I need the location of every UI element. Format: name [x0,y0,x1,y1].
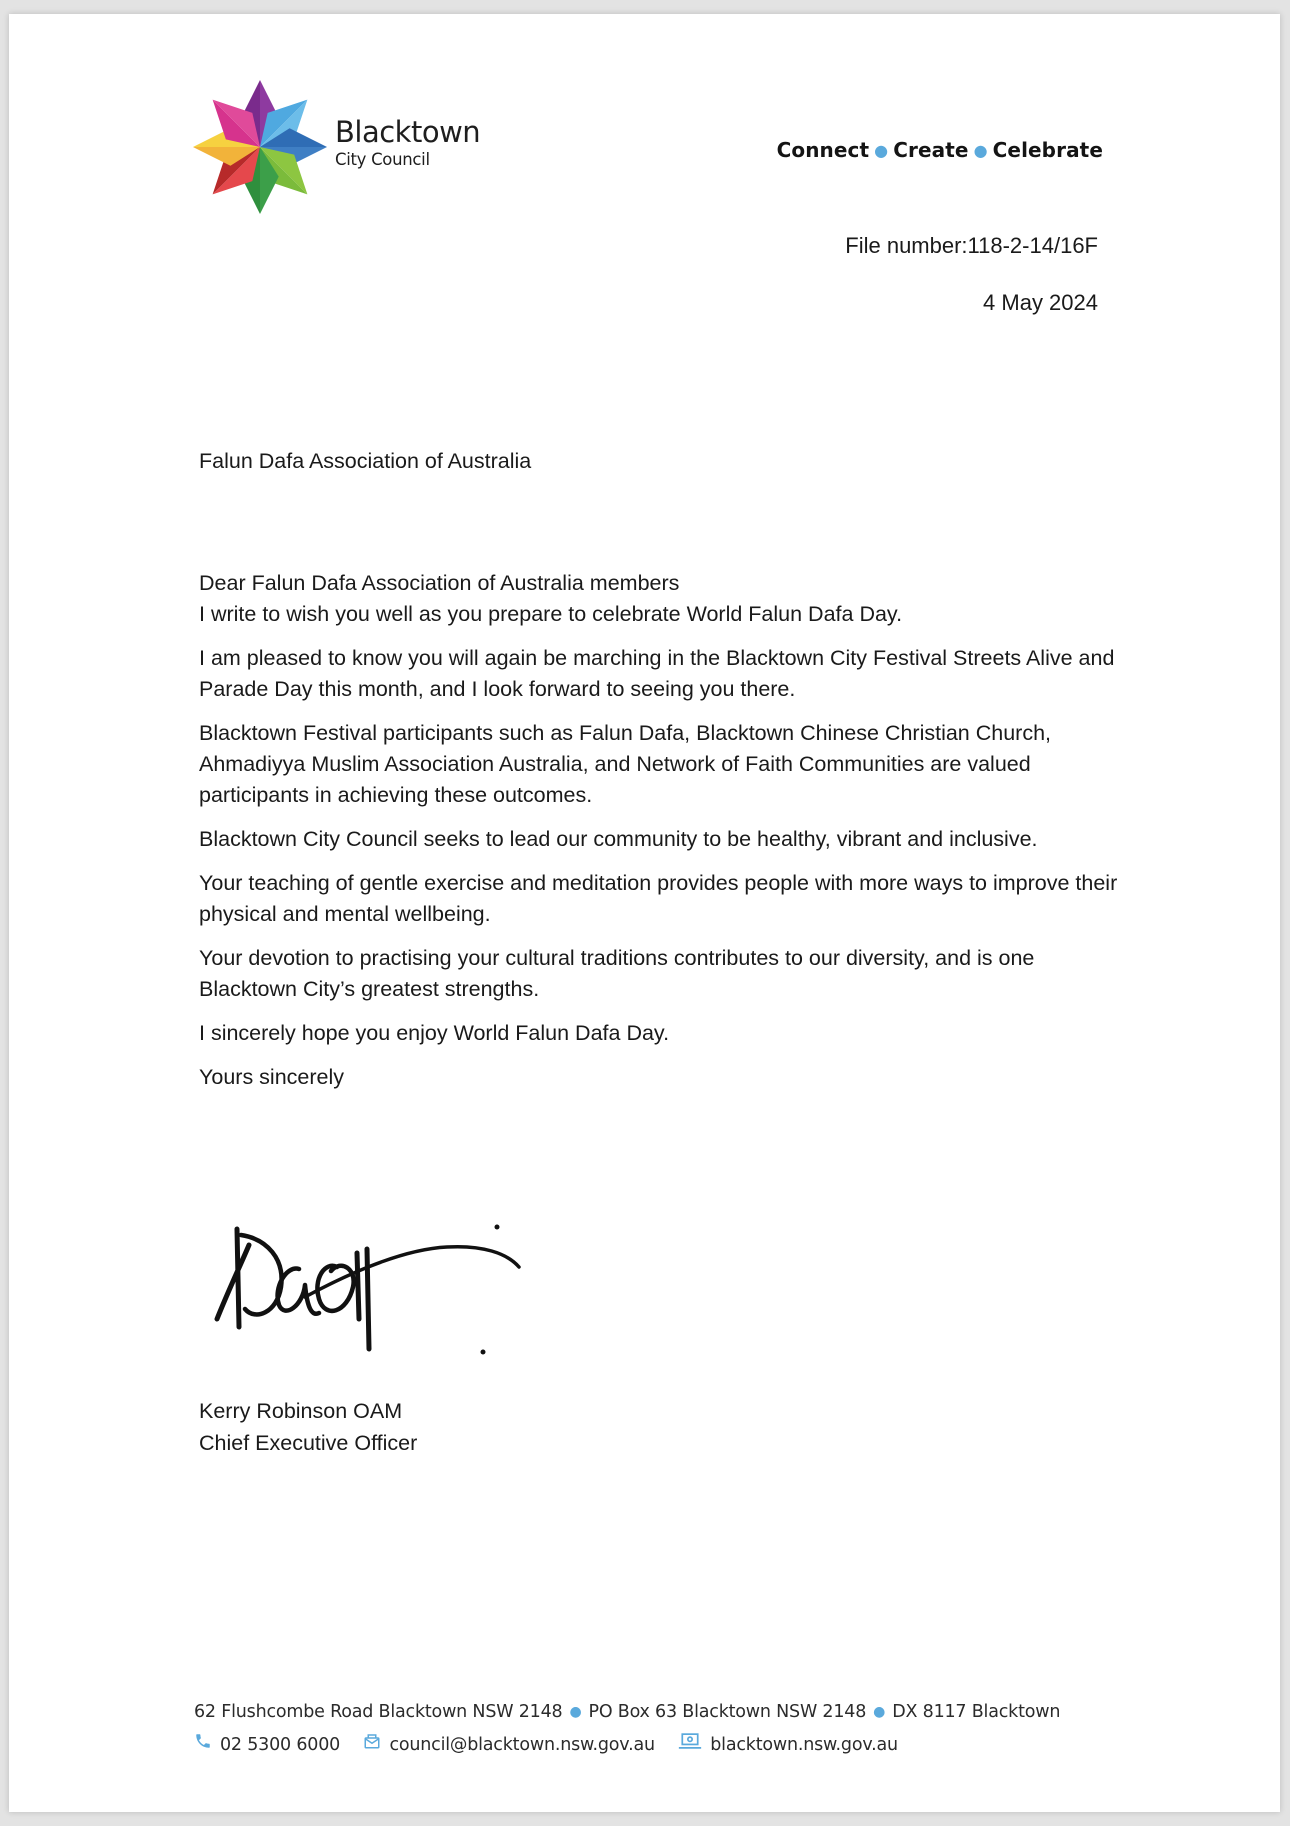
tagline-celebrate: Celebrate [992,138,1103,162]
paragraph: I sincerely hope you enjoy World Falun Dafa Day. [199,1021,670,1045]
website-link[interactable]: blacktown.nsw.gov.au [710,1735,898,1755]
phone-number[interactable]: 02 5300 6000 [220,1735,341,1755]
logo-name: Blacktown [335,115,481,149]
footer-contact-line [194,1732,916,1755]
file-number: File number:118-2-14/16F [845,233,1098,258]
street-address: 62 Flushcombe Road Blacktown NSW 2148 [194,1702,563,1722]
salutation: Dear Falun Dafa Association of Australia members [199,571,680,595]
paragraph: I write to wish you well as you prepare to celebrate World Falun Dafa Day. [199,602,903,626]
bullet-dot: ● [873,1704,886,1720]
tagline-connect: Connect [776,138,870,162]
paragraph: Blacktown City Council seeks to lead our community to be healthy, vibrant and inclusive. [199,827,1038,851]
letter-date: 4 May 2024 [983,290,1098,315]
council-logo-star [191,78,329,216]
laptop-icon [678,1732,702,1755]
bullet-dot: ● [973,141,988,160]
signer-name: Kerry Robinson OAM [199,1399,403,1423]
email-link[interactable]: council@blacktown.nsw.gov.au [389,1735,655,1755]
letter-page [9,14,1280,1812]
logo-subtitle: City Council [335,150,430,169]
recipient: Falun Dafa Association of Australia [199,449,532,473]
footer-address-line [194,1702,1060,1722]
po-box: PO Box 63 Blacktown NSW 2148 [588,1702,867,1722]
tagline [777,138,1103,162]
paragraph: Your devotion to practising your cultural traditions contributes to our diversity, and is one Blacktown City’s greatest strengths. [199,946,1035,1001]
dx-address: DX 8117 Blacktown [892,1702,1061,1722]
phone-icon [194,1732,212,1755]
signer-title: Chief Executive Officer [199,1431,418,1455]
paragraph: Blacktown Festival participants such as Falun Dafa, Blacktown Chinese Christian Church, Ahmadiyya Muslim Association Australia, and Network of Faith Communities are valued participants in achieving these outcomes. [199,721,1052,807]
paragraph: Your teaching of gentle exercise and meditation provides people with more ways to improve their physical and mental wellbeing. [199,871,1118,926]
tagline-create: Create [893,138,969,162]
handwritten-signature [207,1209,527,1369]
bullet-dot: ● [874,141,889,160]
letter-body [199,568,1129,1106]
paragraph: I am pleased to know you will again be marching in the Blacktown City Festival Streets Alive and Parade Day this month, and I look forward to seeing you there. [199,646,1115,701]
signer-block [199,1395,417,1459]
closing: Yours sincerely [199,1065,344,1089]
bullet-dot: ● [569,1704,582,1720]
email-icon [363,1732,381,1755]
